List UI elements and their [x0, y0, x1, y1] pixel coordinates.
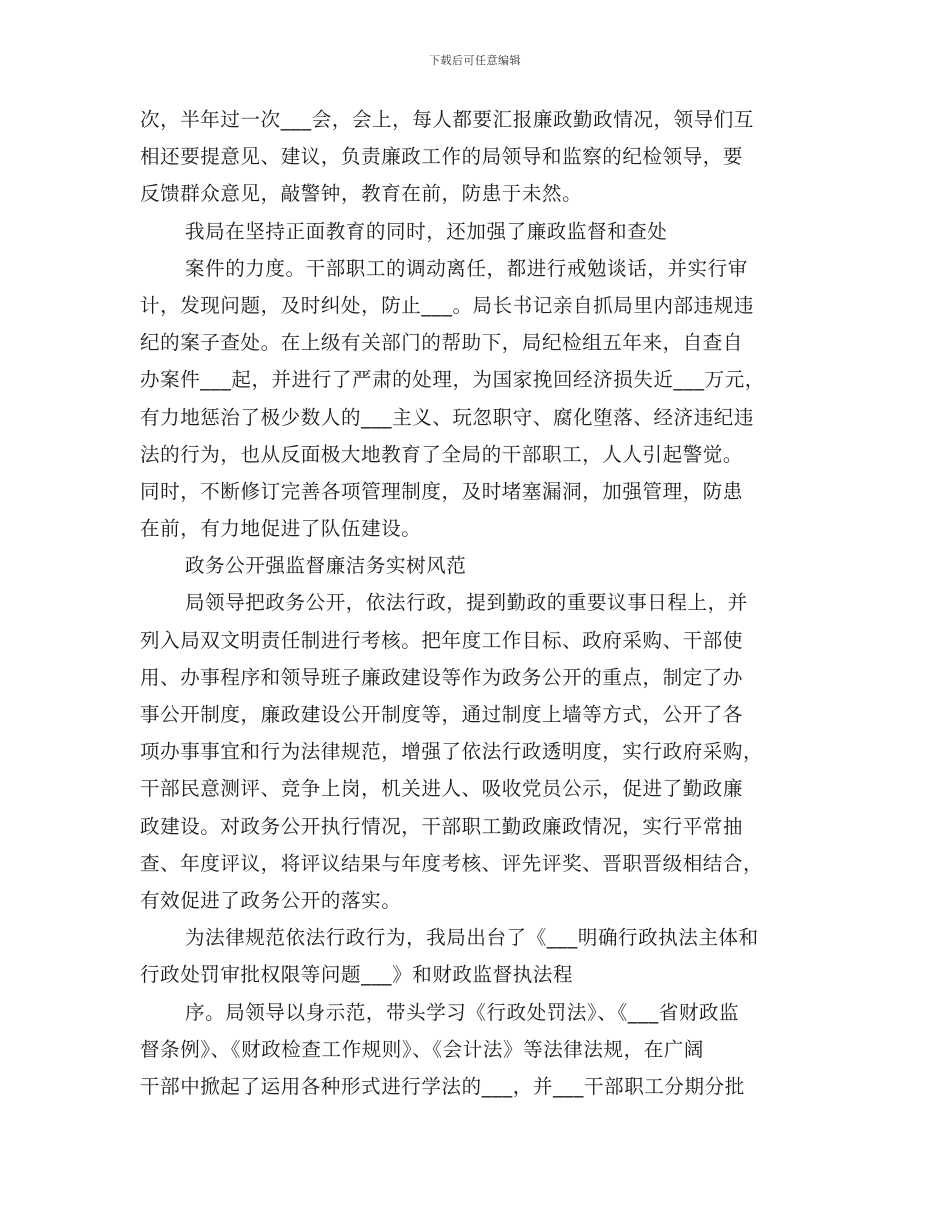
text-line: 事公开制度，廉政建设公开制度等，通过制度上墙等方式，公开了各	[140, 703, 744, 726]
text-line: 次，半年过一次___会，会上，每人都要汇报廉政勤政情况，领导们互	[140, 108, 754, 131]
text-line: 在前，有力地促进了队伍建设。	[140, 517, 422, 541]
text-line: 列入局双文明责任制进行考核。把年度工作目标、政府采购、干部使	[140, 628, 744, 652]
text-line: 督条例》、《财政检查工作规则》、《会计法》等法律法规，在广阔	[140, 1037, 705, 1061]
text-line: 序。局领导以身示范，带头学习《行政处罚法》、《___省财政监	[185, 1000, 740, 1024]
text-line: 我局在坚持正面教育的同时，还加强了廉政监督和查处	[185, 219, 668, 243]
text-line: 为法律规范依法行政行为，我局出台了《___明确行政执法主体和	[185, 926, 759, 950]
text-line: 政务公开强监督廉洁务实树风范	[185, 554, 467, 578]
text-line: 法的行为，也从反面极大地教育了全局的干部职工，人人引起警觉。	[140, 442, 744, 466]
text-line: 办案件___起，并进行了严肃的处理，为国家挽回经济损失近___万元，	[140, 368, 765, 392]
page-header: 下载后可任意编辑	[429, 54, 521, 67]
text-line: 政建设。对政务公开执行情况，干部职工勤政廉政情况，实行平常抽	[140, 814, 744, 838]
text-line: 反馈群众意见，敲警钟，教育在前，防患于未然。	[140, 182, 583, 206]
text-line: 同时，不断修订完善各项管理制度，及时堵塞漏洞，加强管理，防患	[140, 479, 744, 503]
text-line: 干部民意测评、竞争上岗，机关进人、吸收党员公示，促进了勤政廉	[140, 777, 744, 801]
text-line: 干部中掀起了运用各种形式进行学法的___，并___干部职工分期分批	[140, 1074, 745, 1098]
text-line: 查、年度评议，将评议结果与年度考核、评先评奖、晋职晋级相结合，	[140, 851, 764, 875]
text-line: 项办事事宜和行为法律规范，增强了依法行政透明度，实行政府采购，	[140, 740, 764, 764]
text-line: 计，发现问题，及时纠处，防止___。局长书记亲自抓局里内部违规违	[140, 293, 754, 317]
text-line: 有效促进了政务公开的落实。	[140, 888, 402, 912]
text-line: 相还要提意见、建议，负责廉政工作的局领导和监察的纪检领导，要	[140, 145, 744, 169]
text-line: 有力地惩治了极少数人的___主义、玩忽职守、腐化堕落、经济违纪违	[140, 405, 754, 429]
text-line: 局领导把政务公开，依法行政，提到勤政的重要议事日程上，并	[185, 591, 748, 615]
text-line: 案件的力度。干部职工的调动离任，都进行戒勉谈话，并实行审	[185, 256, 748, 280]
document-body	[140, 101, 830, 1105]
text-line: 纪的案子查处。在上级有关部门的帮助下，局纪检组五年来，自查自	[140, 331, 744, 355]
text-line: 行政处罚审批权限等问题___》和财政监督执法程	[140, 963, 574, 987]
text-line: 用、办事程序和领导班子廉政建设等作为政务公开的重点，制定了办	[140, 665, 744, 689]
